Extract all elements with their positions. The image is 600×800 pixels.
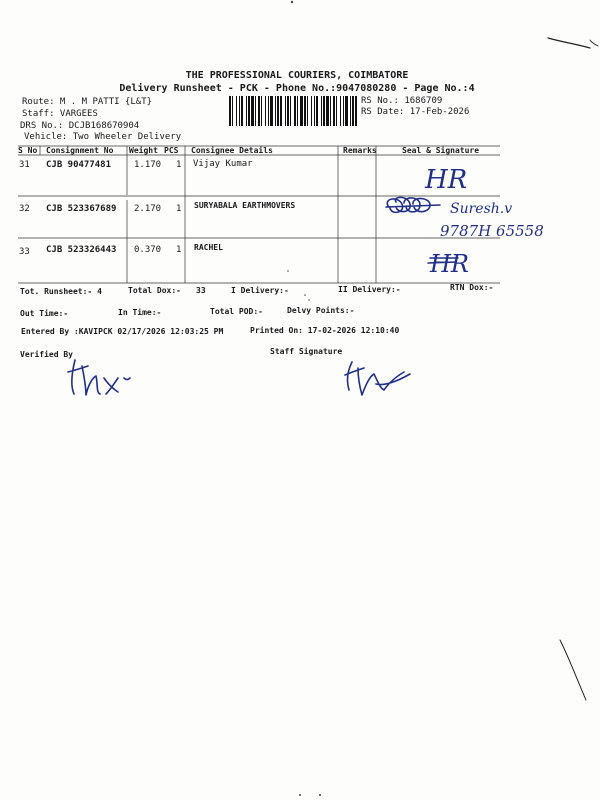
route-text: Route: M . M PATTI {L&T} bbox=[22, 97, 153, 107]
in-time: In Time:- bbox=[118, 308, 162, 317]
rs-number: RS No.: 1686709 bbox=[361, 96, 443, 106]
row-weight: 0.370 bbox=[134, 245, 162, 255]
staff-signature bbox=[345, 362, 410, 395]
row-consignee: RACHEL bbox=[194, 243, 223, 252]
out-time: Out Time:- bbox=[20, 309, 69, 318]
row2-signature bbox=[386, 197, 544, 240]
scan-mark bbox=[590, 40, 598, 46]
staff-text: Staff: VARGEES bbox=[22, 109, 98, 119]
row-sno: 33 bbox=[19, 247, 30, 257]
vehicle-text: Vehicle: Two Wheeler Delivery bbox=[24, 132, 182, 142]
hr-initials: HR bbox=[430, 250, 469, 278]
delvy-points: Delvy Points:- bbox=[287, 306, 355, 315]
i-delivery: I Delivery:- bbox=[231, 286, 289, 295]
row-consignee: Vijay Kumar bbox=[193, 159, 253, 169]
ii-delivery: II Delivery:- bbox=[338, 285, 401, 294]
tot-runsheet: Tot. Runsheet:- 4 bbox=[20, 287, 102, 296]
scan-mark bbox=[560, 640, 586, 700]
row-consignment-no: CJB 523367689 bbox=[46, 204, 117, 214]
col-pcs: PCS bbox=[164, 146, 179, 155]
row-sno: 32 bbox=[19, 204, 30, 214]
row-sno: 31 bbox=[19, 160, 30, 170]
scan-dot bbox=[299, 794, 301, 796]
row-pcs: 1 bbox=[176, 245, 182, 255]
staff-signature-label: Staff Signature bbox=[270, 347, 343, 356]
col-seal-signature: Seal & Signature bbox=[402, 146, 480, 155]
hr-initials: HR bbox=[425, 165, 468, 195]
total-dox-label: Total Dox:- bbox=[128, 286, 181, 295]
row-pcs: 1 bbox=[176, 160, 182, 170]
scan-dot bbox=[319, 794, 321, 796]
entered-by: Entered By :KAVIPCK 02/17/2026 12:03:25 PM bbox=[21, 327, 224, 336]
rs-date: RS Date: 17-Feb-2026 bbox=[361, 107, 470, 117]
row2-name: Suresh.v bbox=[450, 201, 513, 217]
drs-number: DRS No.: DCJB168670904 bbox=[20, 121, 140, 131]
row-consignment-no: CJB 90477481 bbox=[46, 160, 112, 170]
col-sno: S No bbox=[18, 146, 38, 155]
row-consignment-no: CJB 523326443 bbox=[46, 245, 117, 255]
row1-hr-mark bbox=[424, 165, 467, 195]
row3-hr-mark bbox=[428, 250, 469, 278]
printed-on: Printed On: 17-02-2026 12:10:40 bbox=[250, 326, 400, 335]
verified-signature bbox=[68, 360, 130, 395]
scan-dot bbox=[304, 294, 306, 296]
row-weight: 1.170 bbox=[134, 160, 162, 170]
rtn-dox: RTN Dox:- bbox=[450, 283, 494, 292]
row-weight: 2.170 bbox=[134, 204, 162, 214]
col-remarks: Remarks bbox=[343, 146, 377, 155]
col-weight: Weight bbox=[129, 146, 158, 155]
scan-dot bbox=[287, 270, 289, 272]
scan-dot bbox=[291, 1, 293, 3]
total-dox-value: 33 bbox=[196, 286, 206, 295]
scan-dot bbox=[308, 299, 309, 300]
row-consignee: SURYABALA EARTHMOVERS bbox=[194, 201, 296, 210]
company-name: THE PROFESSIONAL COURIERS, COIMBATORE bbox=[185, 70, 409, 81]
row-pcs: 1 bbox=[176, 204, 182, 214]
scan-mark bbox=[548, 38, 590, 48]
verified-by-label: Verified By bbox=[20, 350, 73, 359]
runsheet-title: Delivery Runsheet - PCK - Phone No.:9047080280 - Page No.:4 bbox=[119, 83, 475, 94]
col-consignee: Consignee Details bbox=[191, 146, 273, 155]
col-consignment: Consignment No bbox=[46, 146, 114, 155]
row2-phone: 9787H 65558 bbox=[440, 222, 544, 240]
total-pod: Total POD:- bbox=[210, 307, 263, 316]
